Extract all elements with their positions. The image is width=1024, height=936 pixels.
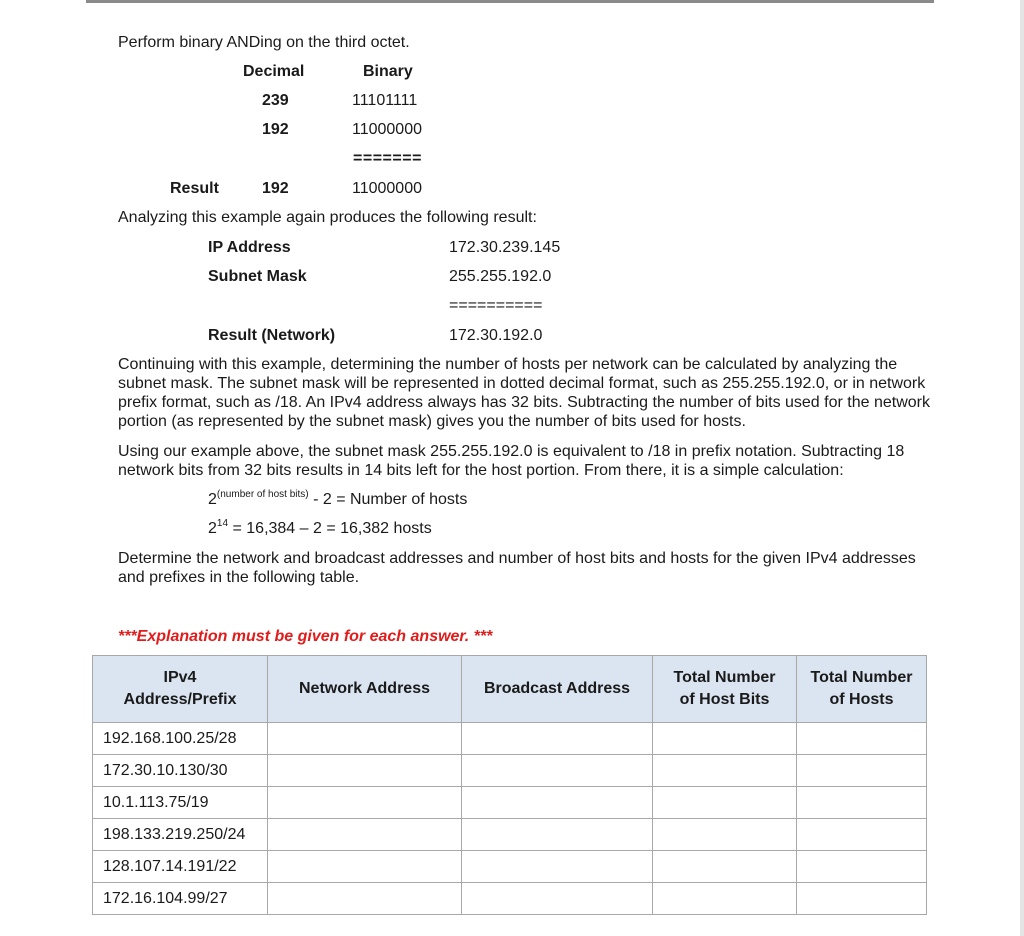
host-bits-cell[interactable] — [653, 787, 797, 819]
binary-result-binary: 11000000 — [352, 180, 422, 197]
binary-header: Binary — [363, 63, 413, 80]
address-cell: 172.30.10.130/30 — [93, 755, 268, 787]
host-bits-cell[interactable] — [653, 883, 797, 915]
table-row — [93, 851, 927, 883]
host-bits-cell[interactable] — [653, 819, 797, 851]
column-header-network: Network Address — [268, 656, 462, 723]
paragraph-subnet-explanation: Continuing with this example, determining the number of hosts per network can be calculated by analyzing the subnet mask. The subnet mask will be represented in dotted decimal format, such as 255.255.192.0, or in network prefix format, such as /18. An IPv4 address always has 32 bits. Subtracting the number of bits used for the network portion (as represented by the subnet mask) gives you the number of bits used for hosts. — [118, 356, 930, 430]
table-row — [93, 755, 927, 787]
table-row — [93, 723, 927, 755]
decimal-value: 239 — [262, 92, 289, 109]
explanation-note: ***Explanation must be given for each answer. *** — [118, 628, 493, 645]
broadcast-address-cell[interactable] — [462, 851, 653, 883]
analyze-text: Analyzing this example again produces the following result: — [118, 209, 537, 226]
binary-value: 11101111 — [352, 92, 418, 109]
hosts-cell[interactable] — [797, 851, 927, 883]
subnet-mask-label: Subnet Mask — [208, 268, 307, 285]
hosts-cell[interactable] — [797, 883, 927, 915]
hosts-cell[interactable] — [797, 787, 927, 819]
ip-address-value: 172.30.239.145 — [449, 239, 561, 256]
column-header-hosts: Total Number of Hosts — [797, 656, 927, 723]
binary-separator: ======= — [353, 150, 422, 167]
paragraph-example: Using our example above, the subnet mask 255.255.192.0 is equivalent to /18 in prefix notation. Subtracting 18 network bits from 32 bits results in 14 bits left for the host portion. From there, it is a simple calculation: — [118, 443, 905, 479]
network-address-cell[interactable] — [268, 883, 462, 915]
result-network-value: 172.30.192.0 — [449, 327, 543, 344]
host-bits-cell[interactable] — [653, 723, 797, 755]
broadcast-address-cell[interactable] — [462, 819, 653, 851]
result-network-label: Result (Network) — [208, 327, 336, 344]
host-bits-cell[interactable] — [653, 755, 797, 787]
intro-text: Perform binary ANDing on the third octet. — [118, 34, 410, 51]
address-cell: 128.107.14.191/22 — [93, 851, 268, 883]
binary-result-decimal: 192 — [262, 180, 289, 197]
formula-base: 2 — [208, 491, 217, 508]
table-row — [93, 819, 927, 851]
broadcast-address-cell[interactable] — [462, 755, 653, 787]
formula-base: 2 — [208, 520, 217, 537]
binary-value: 11000000 — [352, 121, 422, 138]
network-address-cell[interactable] — [268, 819, 462, 851]
address-cell: 172.16.104.99/27 — [93, 883, 268, 915]
address-separator: ========== — [449, 297, 543, 314]
address-cell: 192.168.100.25/28 — [93, 723, 268, 755]
decimal-value: 192 — [262, 121, 289, 138]
broadcast-address-cell[interactable] — [462, 787, 653, 819]
decimal-header: Decimal — [243, 63, 305, 80]
column-header-address: IPv4 Address/Prefix — [93, 656, 268, 723]
column-header-broadcast: Broadcast Address — [462, 656, 653, 723]
formula-exponent: (number of host bits) — [216, 488, 309, 500]
address-cell: 10.1.113.75/19 — [93, 787, 268, 819]
broadcast-address-cell[interactable] — [462, 883, 653, 915]
ip-address-label: IP Address — [208, 239, 291, 256]
network-address-cell[interactable] — [268, 755, 462, 787]
network-address-cell[interactable] — [268, 787, 462, 819]
table-header-row — [93, 656, 927, 723]
network-address-cell[interactable] — [268, 851, 462, 883]
formula-exponent: 14 — [216, 517, 229, 529]
hosts-cell[interactable] — [797, 755, 927, 787]
address-cell: 198.133.219.250/24 — [93, 819, 268, 851]
subnet-mask-value: 255.255.192.0 — [449, 268, 552, 285]
top-rule — [86, 0, 934, 3]
column-header-host-bits: Total Number of Host Bits — [653, 656, 797, 723]
formula-example — [208, 519, 432, 538]
answer-table — [92, 655, 927, 915]
network-address-cell[interactable] — [268, 723, 462, 755]
formula-rest: = 16,384 – 2 = 16,382 hosts — [228, 520, 432, 537]
page-edge — [1020, 0, 1024, 936]
binary-result-label: Result — [170, 180, 219, 197]
broadcast-address-cell[interactable] — [462, 723, 653, 755]
host-bits-cell[interactable] — [653, 851, 797, 883]
formula-host-count — [208, 490, 467, 509]
table-row — [93, 787, 927, 819]
table-row — [93, 883, 927, 915]
hosts-cell[interactable] — [797, 723, 927, 755]
hosts-cell[interactable] — [797, 819, 927, 851]
formula-rest: - 2 = Number of hosts — [308, 491, 468, 508]
paragraph-instructions: Determine the network and broadcast addresses and number of host bits and hosts for the given IPv4 addresses and prefixes in the following table. — [118, 550, 916, 586]
